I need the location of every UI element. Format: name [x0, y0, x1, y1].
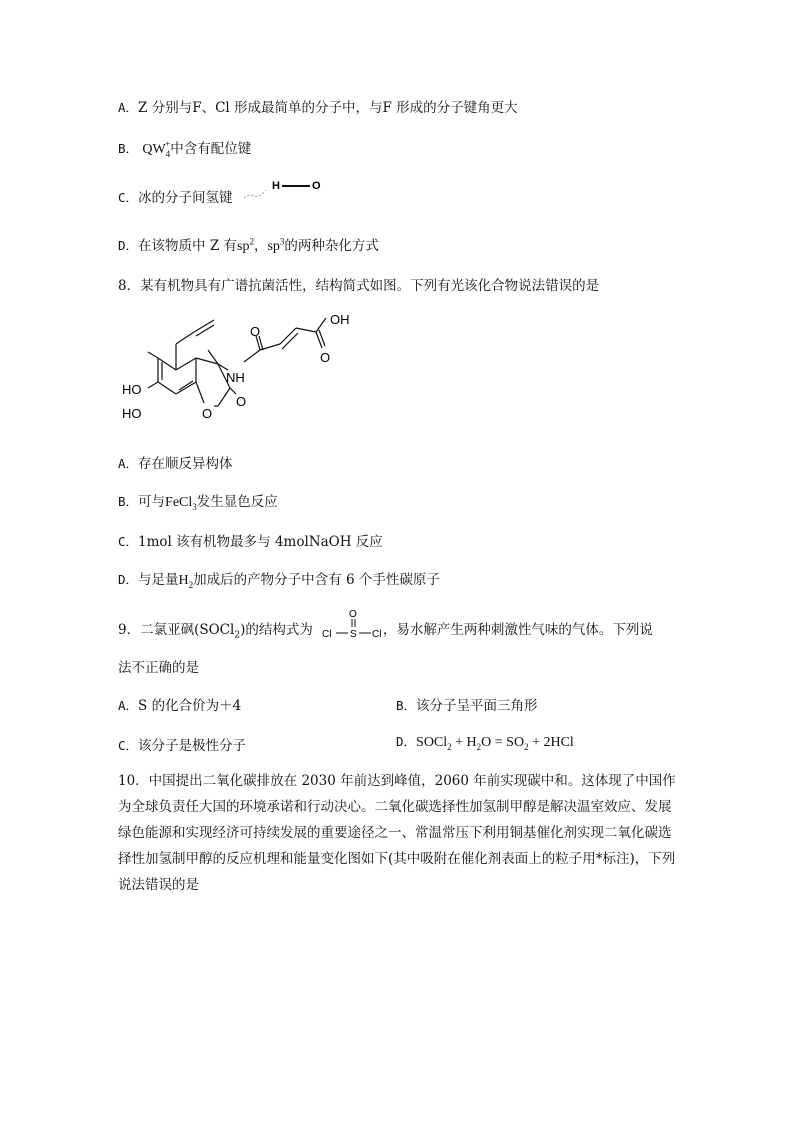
q9-stem-line1: 9．二氯亚砜(SOCl$_2$)的结构式为 ，易水解产生两种刺激性气味的气体。下列说 — [118, 622, 653, 641]
q9-option-a — [118, 694, 241, 714]
option-label: C． — [118, 190, 139, 205]
option-label: C． — [118, 534, 139, 549]
q8-structure-diagram — [118, 306, 368, 434]
atom-s: S — [350, 629, 357, 640]
atom-o: O — [312, 180, 321, 192]
option-label: B． — [396, 698, 417, 713]
atom-ho-upper: HO — [122, 382, 142, 397]
q7-option-b — [118, 137, 251, 159]
option-text: 中含有配位键 — [170, 141, 252, 157]
option-label: C． — [118, 738, 139, 753]
hybridization: $sp^2$ — [237, 236, 254, 254]
chemical-formula: $H_2$ — [178, 573, 194, 590]
q9-stem-line2: 法不正确的是 — [118, 660, 199, 676]
chemical-formula: FeCl$_3$ — [165, 495, 197, 512]
atom-oh-top: OH — [330, 312, 350, 327]
option-text: Z 分别与F、Cl 形成最简单的分子中，与F 形成的分子键角更大 — [138, 100, 518, 116]
option-text: 该分子是极性分子 — [138, 738, 247, 754]
q8-option-a — [118, 452, 233, 472]
q9-option-b — [396, 694, 538, 714]
atom-o-left: O — [250, 324, 261, 339]
q8-option-d: D．与足量$H_2$加成后的产物分子中含有 6 个手性碳原子 — [118, 572, 440, 590]
option-label: A． — [118, 100, 139, 115]
option-text: 该分子呈平面三角形 — [416, 698, 538, 714]
chemical-formula: $QW_4^+$ — [142, 139, 171, 159]
q9-structure-diagram — [322, 606, 386, 642]
option-text: S 的化合价为＋4 — [138, 698, 242, 714]
q9-option-d — [396, 732, 574, 752]
option-label: D． — [118, 572, 139, 587]
atom-o-carbonyl: O — [236, 394, 247, 409]
atom-o: O — [349, 609, 357, 620]
atom-cl-right: Cl — [372, 629, 382, 640]
option-label: B． — [118, 141, 139, 156]
q7-option-c — [118, 186, 233, 206]
hybridization: $sp^3$ — [267, 236, 285, 254]
hydrogen-bond-diagram — [240, 176, 330, 204]
option-text: 冰的分子间氢键 — [138, 190, 233, 206]
atom-o-right: O — [320, 350, 331, 365]
atom-nh: NH — [226, 370, 245, 385]
q7-option-a — [118, 96, 518, 116]
q9-option-c — [118, 734, 246, 754]
option-text: 1mol 该有机物最多与 4molNaOH 反应 — [138, 534, 383, 550]
chemical-equation: SOCl$_2$ + $H_2O = SO_2 + 2HCl$ — [416, 735, 574, 752]
atom-cl-left: Cl — [322, 629, 332, 640]
q8-stem: 8．某有机物具有广谱抗菌活性，结构简式如图。下列有光该化合物说法错误的是 — [118, 278, 600, 294]
q8-option-b: B．可与FeCl$_3$发生显色反应 — [118, 494, 278, 512]
q8-option-c — [118, 530, 383, 550]
option-label: A． — [118, 456, 139, 471]
option-label: D． — [396, 734, 417, 749]
q10-stem: 10．中国提出二氧化碳排放在 2030 年前达到峰值，2060 年前实现碳中和。这体现了中国作为全球负责任大国的环境承诺和行动决心。二氧化碳选择性加氢制甲醇是解决温室效应、发展绿色能源和实现经济可持续发展的重要途径之一、常温常压下利用铜基催化剂实现二氧化碳选择性加氢制甲醇的反应机理和能量变化图如下(其中吸附在催化剂表面上的粒子用*标注)，下列说法错误的是 — [118, 773, 676, 893]
option-label: A． — [118, 698, 139, 713]
atom-o-ring: O — [202, 406, 213, 421]
atom-ho-lower: HO — [122, 406, 142, 421]
option-text: 存在顺反异构体 — [138, 456, 233, 472]
atom-h: H — [272, 180, 280, 192]
q7-option-d: D．在该物质中 Z 有$sp^2$，$sp^3$的两种杂化方式 — [118, 236, 379, 254]
option-label: B． — [118, 494, 139, 509]
option-label: D． — [118, 238, 139, 253]
